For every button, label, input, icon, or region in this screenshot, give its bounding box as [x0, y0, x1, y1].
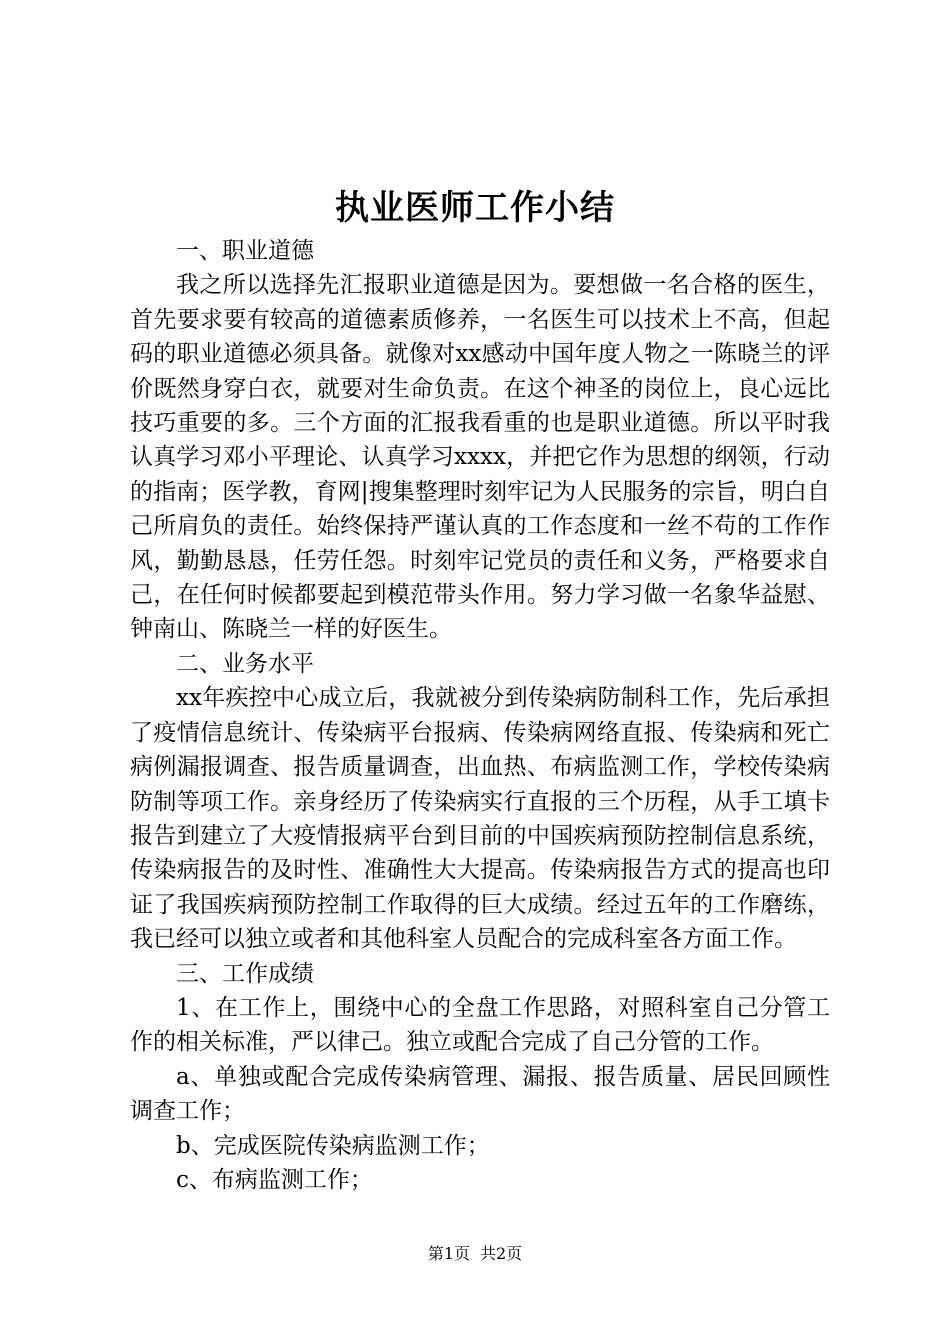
- list-item-c: c、布病监测工作；: [176, 1166, 373, 1193]
- document-body: [130, 234, 830, 1197]
- section-heading-skills: 二、业务水平: [176, 650, 314, 677]
- page-number: 第1页: [427, 1244, 470, 1263]
- section-heading-ethics: 一、职业道德: [176, 238, 314, 264]
- paragraph-ethics: 我之所以选择先汇报职业道德是因为。要想做一名合格的医生，首先要求要有较高的道德素质修养，一名医生可以技术上不高，但起码的职业道德必须具备。就像对xx感动中国年度人物之一陈晓兰的评价既然身穿白衣，就要对生命负责。在这个神圣的岗位上，良心远比技巧重要的多。三个方面的汇报我看重的也是职业道德。所以平时我认真学习邓小平理论、认真学习xxxx，并把它作为思想的纲领，行动的指南；医学教，育网|搜集整理时刻牢记为人民服务的宗旨，明白自己所肩负的责任。始终保持严谨认真的工作态度和一丝不苟的工作作风，勤勤恳恳，任劳任怨。时刻牢记党员的责任和义务，严格要求自己，在任何时候都要起到模范带头作用。努力学习做一名象华益慰、钟南山、陈晓兰一样的好医生。: [130, 272, 830, 643]
- section-heading-achievements: 三、工作成绩: [176, 960, 314, 987]
- list-item-a: a、单独或配合完成传染病管理、漏报、报告质量、居民回顾性调查工作；: [130, 1063, 830, 1125]
- paragraph-achievement-1: 1、在工作上，围绕中心的全盘工作思路，对照科室自己分管工作的相关标准，严以律己。独立或配合完成了自己分管的工作。: [130, 994, 830, 1056]
- paragraph-skills: xx年疾控中心成立后，我就被分到传染病防制科工作，先后承担了疫情信息统计、传染病平台报病、传染病网络直报、传染病和死亡病例漏报调查、报告质量调查，出血热、布病监测工作，学校传染病防制等项工作。亲身经历了传染病实行直报的三个历程，从手工填卡报告到建立了大疫情报病平台到目前的中国疾病预防控制信息系统，传染病报告的及时性、准确性大大提高。传染病报告方式的提高也印证了我国疾病预防控制工作取得的巨大成绩。经过五年的工作磨练，我已经可以独立或者和其他科室人员配合的完成科室各方面工作。: [130, 685, 830, 953]
- document-title: 执业医师工作小结: [335, 188, 615, 228]
- list-item-b: b、完成医院传染病监测工作；: [176, 1132, 490, 1159]
- page-total: 共2页: [480, 1244, 523, 1263]
- page-footer: [0, 1242, 950, 1266]
